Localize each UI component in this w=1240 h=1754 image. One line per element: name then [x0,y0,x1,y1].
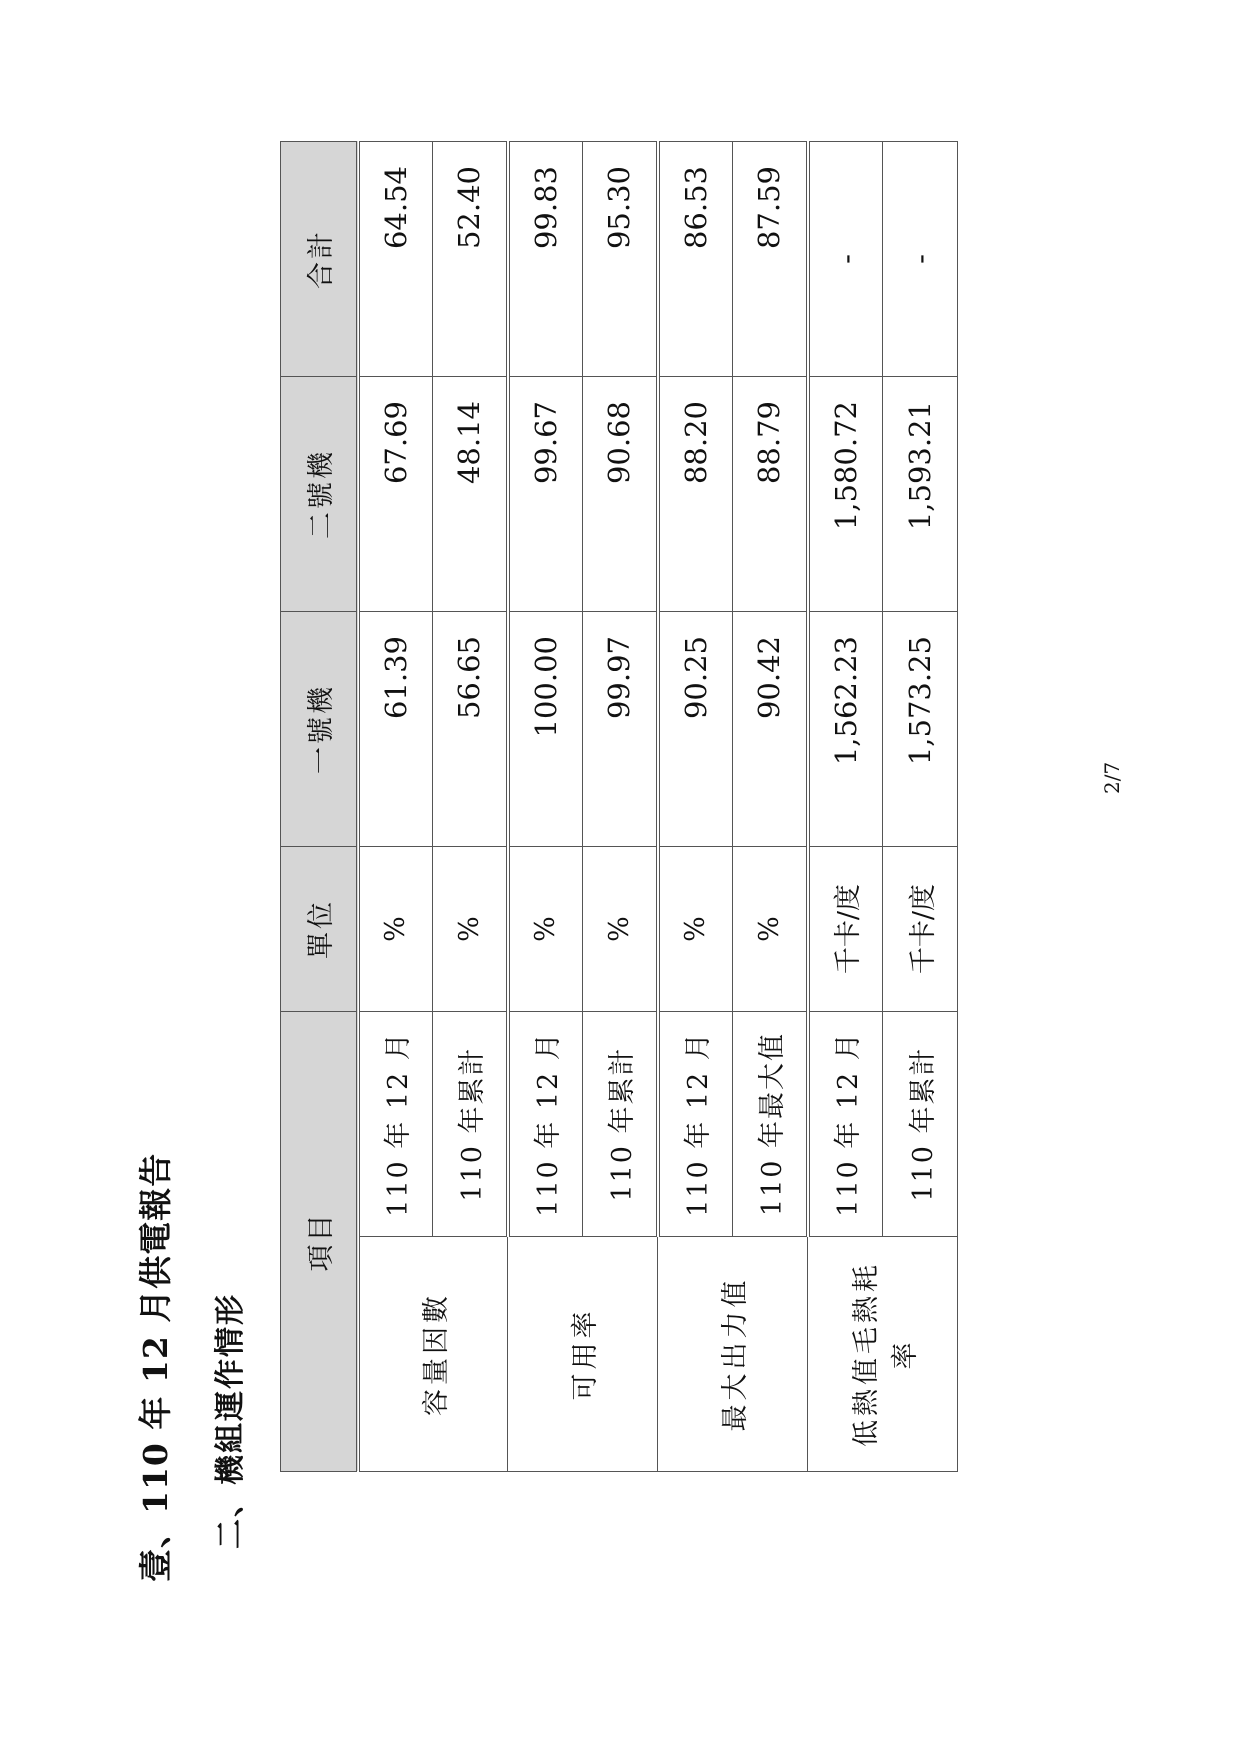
table-row [658,142,733,1472]
unit1-value: 100.00 [508,612,583,847]
unit1-value: 90.42 [733,612,808,847]
total-value: 64.54 [358,142,433,377]
total-value: 87.59 [733,142,808,377]
period-cell: 110 年最大值 [733,1012,808,1237]
unit-cell: 千卡/度 [883,847,958,1012]
period-cell: 110 年 12 月 [358,1012,433,1237]
unit1-value: 1,562.23 [808,612,883,847]
table-header-row [281,142,358,1472]
table-row [808,142,883,1472]
unit1-value: 61.39 [358,612,433,847]
subsection-heading: 二、機組運作情形 [213,1293,248,1549]
unit1-value: 56.65 [433,612,508,847]
unit2-value: 88.79 [733,377,808,612]
unit-cell: % [508,847,583,1012]
unit2-value: 90.68 [583,377,658,612]
header-unit1: 一號機 [281,612,358,847]
header-item: 項目 [281,1012,358,1472]
group-name: 低熱值毛熱耗率 [808,1237,958,1472]
header-total: 合計 [281,142,358,377]
period-cell: 110 年累計 [583,1012,658,1237]
unit-cell: 千卡/度 [808,847,883,1012]
total-value: 86.53 [658,142,733,377]
total-value: 95.30 [583,142,658,377]
group-name: 最大出力值 [658,1237,808,1472]
unit-operation-table [280,141,958,1472]
group-name: 容量因數 [358,1237,508,1472]
unit2-value: 1,593.21 [883,377,958,612]
page-number: 2/7 [1100,761,1124,794]
header-unit: 單位 [281,847,358,1012]
table-row [508,142,583,1472]
period-cell: 110 年 12 月 [808,1012,883,1237]
unit2-value: 48.14 [433,377,508,612]
total-value: 99.83 [508,142,583,377]
section-heading: 壹、110 年 12 月供電報告 [136,1152,175,1582]
unit2-value: 88.20 [658,377,733,612]
period-cell: 110 年 12 月 [658,1012,733,1237]
total-value: - [883,142,958,377]
unit1-value: 90.25 [658,612,733,847]
unit2-value: 99.67 [508,377,583,612]
group-name: 可用率 [508,1237,658,1472]
unit1-value: 1,573.25 [883,612,958,847]
unit1-value: 99.97 [583,612,658,847]
period-cell: 110 年累計 [433,1012,508,1237]
total-value: - [808,142,883,377]
unit-cell: % [658,847,733,1012]
unit-cell: % [583,847,658,1012]
unit-cell: % [733,847,808,1012]
period-cell: 110 年 12 月 [508,1012,583,1237]
unit-cell: % [433,847,508,1012]
unit2-value: 67.69 [358,377,433,612]
period-cell: 110 年累計 [883,1012,958,1237]
table-row [358,142,433,1472]
unit-cell: % [358,847,433,1012]
unit2-value: 1,580.72 [808,377,883,612]
total-value: 52.40 [433,142,508,377]
header-unit2: 二號機 [281,377,358,612]
